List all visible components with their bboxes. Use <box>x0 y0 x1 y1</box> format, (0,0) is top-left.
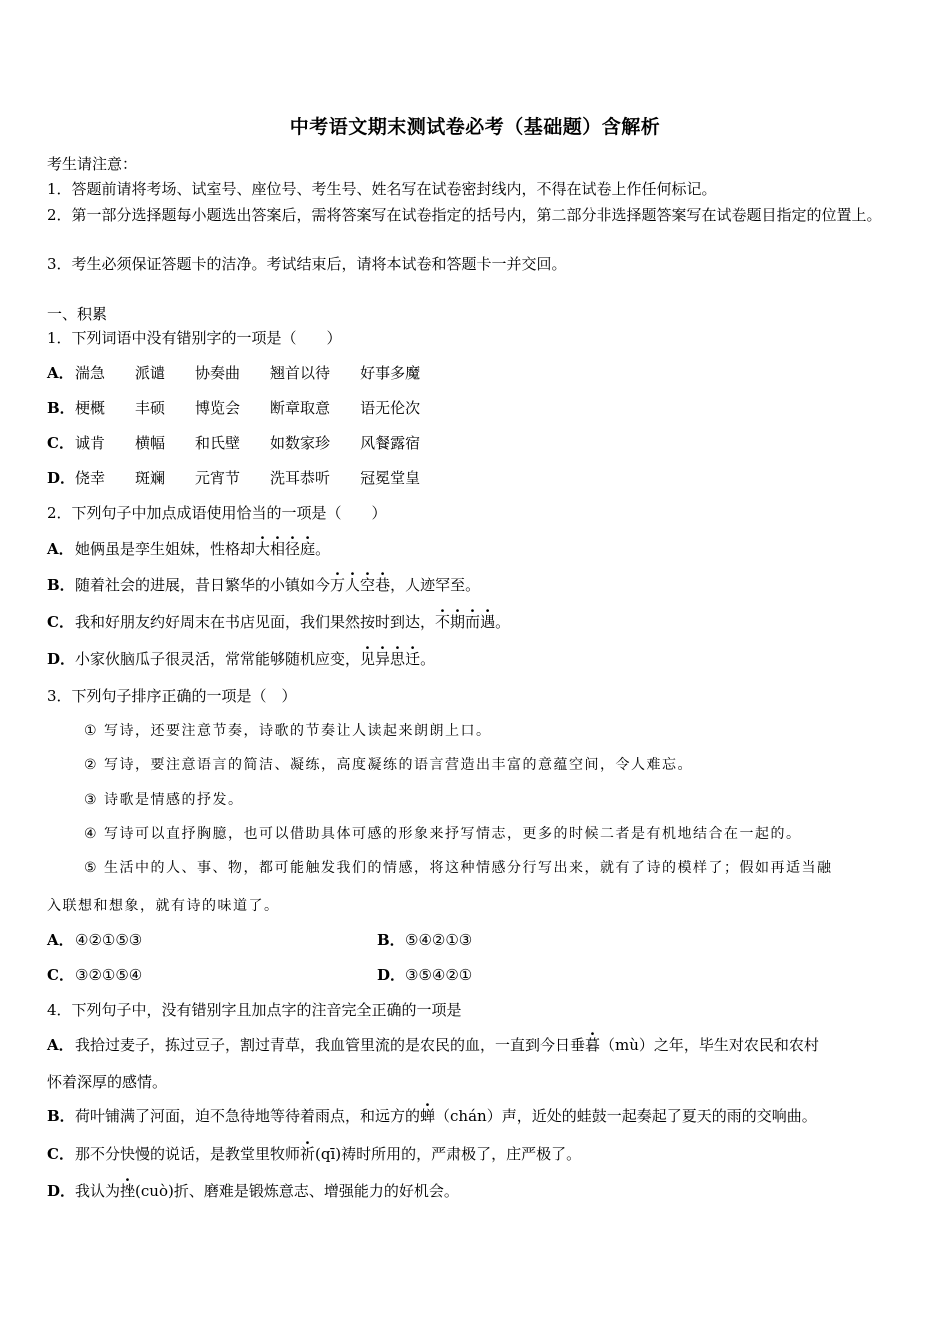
dotted-char: 暮 <box>585 1036 601 1054</box>
option-text: ③⑤④②① <box>405 966 473 984</box>
dotted-char: 见 <box>360 650 376 668</box>
dotted-char: 迁 <box>405 650 421 668</box>
dotted-char: 空 <box>360 576 376 594</box>
section-heading: 一、积累 <box>47 305 108 323</box>
word: 冠冕堂皇 <box>360 469 421 487</box>
q4-option-d <box>47 1180 459 1202</box>
word: 派谴 <box>135 364 166 382</box>
notice-item-1: 1．答题前请将考场、试室号、座位号、考生号、姓名写在试卷密封线内，不得在试卷上作任何标记。 <box>47 180 717 198</box>
sentence-text: 我拾过麦子，拣过豆子，割过青草，我血管里流的是农民的血，一直到今日垂 <box>75 1036 586 1054</box>
option-label: C． <box>47 966 74 984</box>
sentence-text: 她俩虽是孪生姐妹，性格却 <box>75 540 256 558</box>
q3-sentence-5: ⑤ 生活中的人、事、物，都可能触发我们的情感，将这种情感分行写出来，就有了诗的模样了；假如再适当融 <box>84 860 833 876</box>
q3-option-d <box>377 964 472 986</box>
word: 梗概 <box>75 399 106 417</box>
sentence-text: ，人迹罕至。 <box>390 576 481 594</box>
q1-stem: 1．下列词语中没有错别字的一项是（ ） <box>47 329 342 347</box>
dotted-char: 万 <box>330 576 346 594</box>
dotted-char: 巷 <box>375 576 391 594</box>
notice-item-2: 2．第一部分选择题每小题选出答案后，需将答案写在试卷指定的括号内，第二部分非选择题答案写在试卷题目指定的位置上。 <box>47 206 882 224</box>
q1-option-d <box>47 467 450 489</box>
q2-stem: 2．下列句子中加点成语使用恰当的一项是（ ） <box>47 504 387 522</box>
dotted-char: 相 <box>270 540 286 558</box>
q3-option-b <box>377 929 472 951</box>
option-label: C． <box>47 1145 74 1163</box>
sentence-text: 。 <box>315 540 331 558</box>
word: 横幅 <box>135 434 166 452</box>
word: 协奏曲 <box>195 364 241 382</box>
dotted-char: 而 <box>465 613 481 631</box>
word: 侥幸 <box>75 469 106 487</box>
q1-option-a <box>47 362 450 384</box>
dotted-char: 庭 <box>300 540 316 558</box>
sentence-text: 小家伙脑瓜子很灵活，常常能够随机应变， <box>75 650 361 668</box>
sentence-text: (cuò)折、磨难是锻炼意志、增强能力的好机会。 <box>135 1182 459 1200</box>
option-label: D． <box>47 650 76 668</box>
option-label: B． <box>47 399 75 417</box>
dotted-char: 异 <box>375 650 391 668</box>
q3-option-a <box>47 929 142 951</box>
word: 丰硕 <box>135 399 166 417</box>
dotted-char: 期 <box>450 613 466 631</box>
q2-option-a <box>47 538 330 560</box>
word: 和氏壁 <box>195 434 241 452</box>
sentence-text: 。 <box>495 613 511 631</box>
q3-sentence-5-cont: 入联想和想象，就有诗的味道了。 <box>47 898 280 914</box>
dotted-char: 大 <box>255 540 271 558</box>
sentence-text: （chán）声，近处的蛙鼓一起奏起了夏天的雨的交响曲。 <box>435 1107 817 1125</box>
dotted-char: 祈 <box>300 1145 316 1163</box>
page-title: 中考语文期末测试卷必考（基础题）含解析 <box>289 116 661 138</box>
q4-option-c <box>47 1143 581 1165</box>
q4-stem: 4．下列句子中，没有错别字且加点字的注音完全正确的一项是 <box>47 1001 462 1019</box>
word: 湍急 <box>75 364 106 382</box>
option-label: C． <box>47 613 74 631</box>
option-label: A． <box>47 364 74 382</box>
option-label: C． <box>47 434 74 452</box>
dotted-char: 遇 <box>480 613 496 631</box>
option-label: A． <box>47 1036 74 1054</box>
word: 如数家珍 <box>270 434 331 452</box>
notice-item-3: 3．考生必须保证答题卡的洁净。考试结束后，请将本试卷和答题卡一并交回。 <box>47 255 567 273</box>
sentence-text: 我和好朋友约好周末在书店见面，我们果然按时到达， <box>75 613 436 631</box>
option-label: B． <box>377 931 405 949</box>
dotted-char: 思 <box>390 650 406 668</box>
word: 诚肯 <box>75 434 106 452</box>
q2-option-c <box>47 611 510 633</box>
q1-option-b <box>47 397 450 419</box>
q3-sentence-1: ① 写诗，还要注意节奏，诗歌的节奏让人读起来朗朗上口。 <box>84 723 492 739</box>
word: 元宵节 <box>195 469 241 487</box>
option-label: B． <box>47 1107 75 1125</box>
dotted-char: 不 <box>435 613 451 631</box>
sentence-text: 。 <box>420 650 436 668</box>
q4-option-b <box>47 1105 817 1127</box>
word: 断章取意 <box>270 399 331 417</box>
option-label: D． <box>377 966 406 984</box>
dotted-char: 蝉 <box>420 1107 436 1125</box>
q3-stem: 3．下列句子排序正确的一项是（ ） <box>47 687 297 705</box>
q2-option-b <box>47 574 480 596</box>
word: 博览会 <box>195 399 241 417</box>
option-label: B． <box>47 576 75 594</box>
sentence-text: 随着社会的进展，昔日繁华的小镇如今 <box>75 576 331 594</box>
dotted-char: 径 <box>285 540 301 558</box>
dotted-char: 挫 <box>120 1182 136 1200</box>
q3-sentence-3: ③ 诗歌是情感的抒发。 <box>84 792 244 808</box>
word: 洗耳恭听 <box>270 469 331 487</box>
option-label: D． <box>47 469 76 487</box>
option-label: A． <box>47 540 74 558</box>
q2-option-d <box>47 648 435 670</box>
word: 斑斓 <box>135 469 166 487</box>
q3-sentence-4: ④ 写诗可以直抒胸臆，也可以借助具体可感的形象来抒写情志，更多的时候二者是有机地结合在一起的。 <box>84 826 802 842</box>
sentence-text: （mù）之年，毕生对农民和农村 <box>600 1036 819 1054</box>
word: 翘首以待 <box>270 364 331 382</box>
option-text: ③②①⑤④ <box>75 966 143 984</box>
sentence-text: 那不分快慢的说话，是教堂里牧师 <box>75 1145 301 1163</box>
dotted-char: 人 <box>345 576 361 594</box>
q3-sentence-2: ② 写诗，要注意语言的简洁、凝练，高度凝练的语言营造出丰富的意蕴空间，令人难忘。 <box>84 757 693 773</box>
q4-option-a-cont: 怀着深厚的感情。 <box>47 1073 168 1091</box>
sentence-text: (qī)祷时所用的，严肃极了，庄严极了。 <box>315 1145 582 1163</box>
option-text: ⑤④②①③ <box>405 931 473 949</box>
word: 风餐露宿 <box>360 434 421 452</box>
sentence-text: 荷叶铺满了河面，迫不急待地等待着雨点，和远方的 <box>75 1107 421 1125</box>
word: 语无伦次 <box>360 399 421 417</box>
sentence-text: 我认为 <box>75 1182 121 1200</box>
q1-option-c <box>47 432 450 454</box>
option-label: A． <box>47 931 74 949</box>
option-text: ④②①⑤③ <box>75 931 143 949</box>
notice-heading: 考生请注意： <box>47 155 138 173</box>
q4-option-a <box>47 1034 819 1056</box>
q3-option-c <box>47 964 142 986</box>
word: 好事多魔 <box>360 364 421 382</box>
option-label: D． <box>47 1182 76 1200</box>
